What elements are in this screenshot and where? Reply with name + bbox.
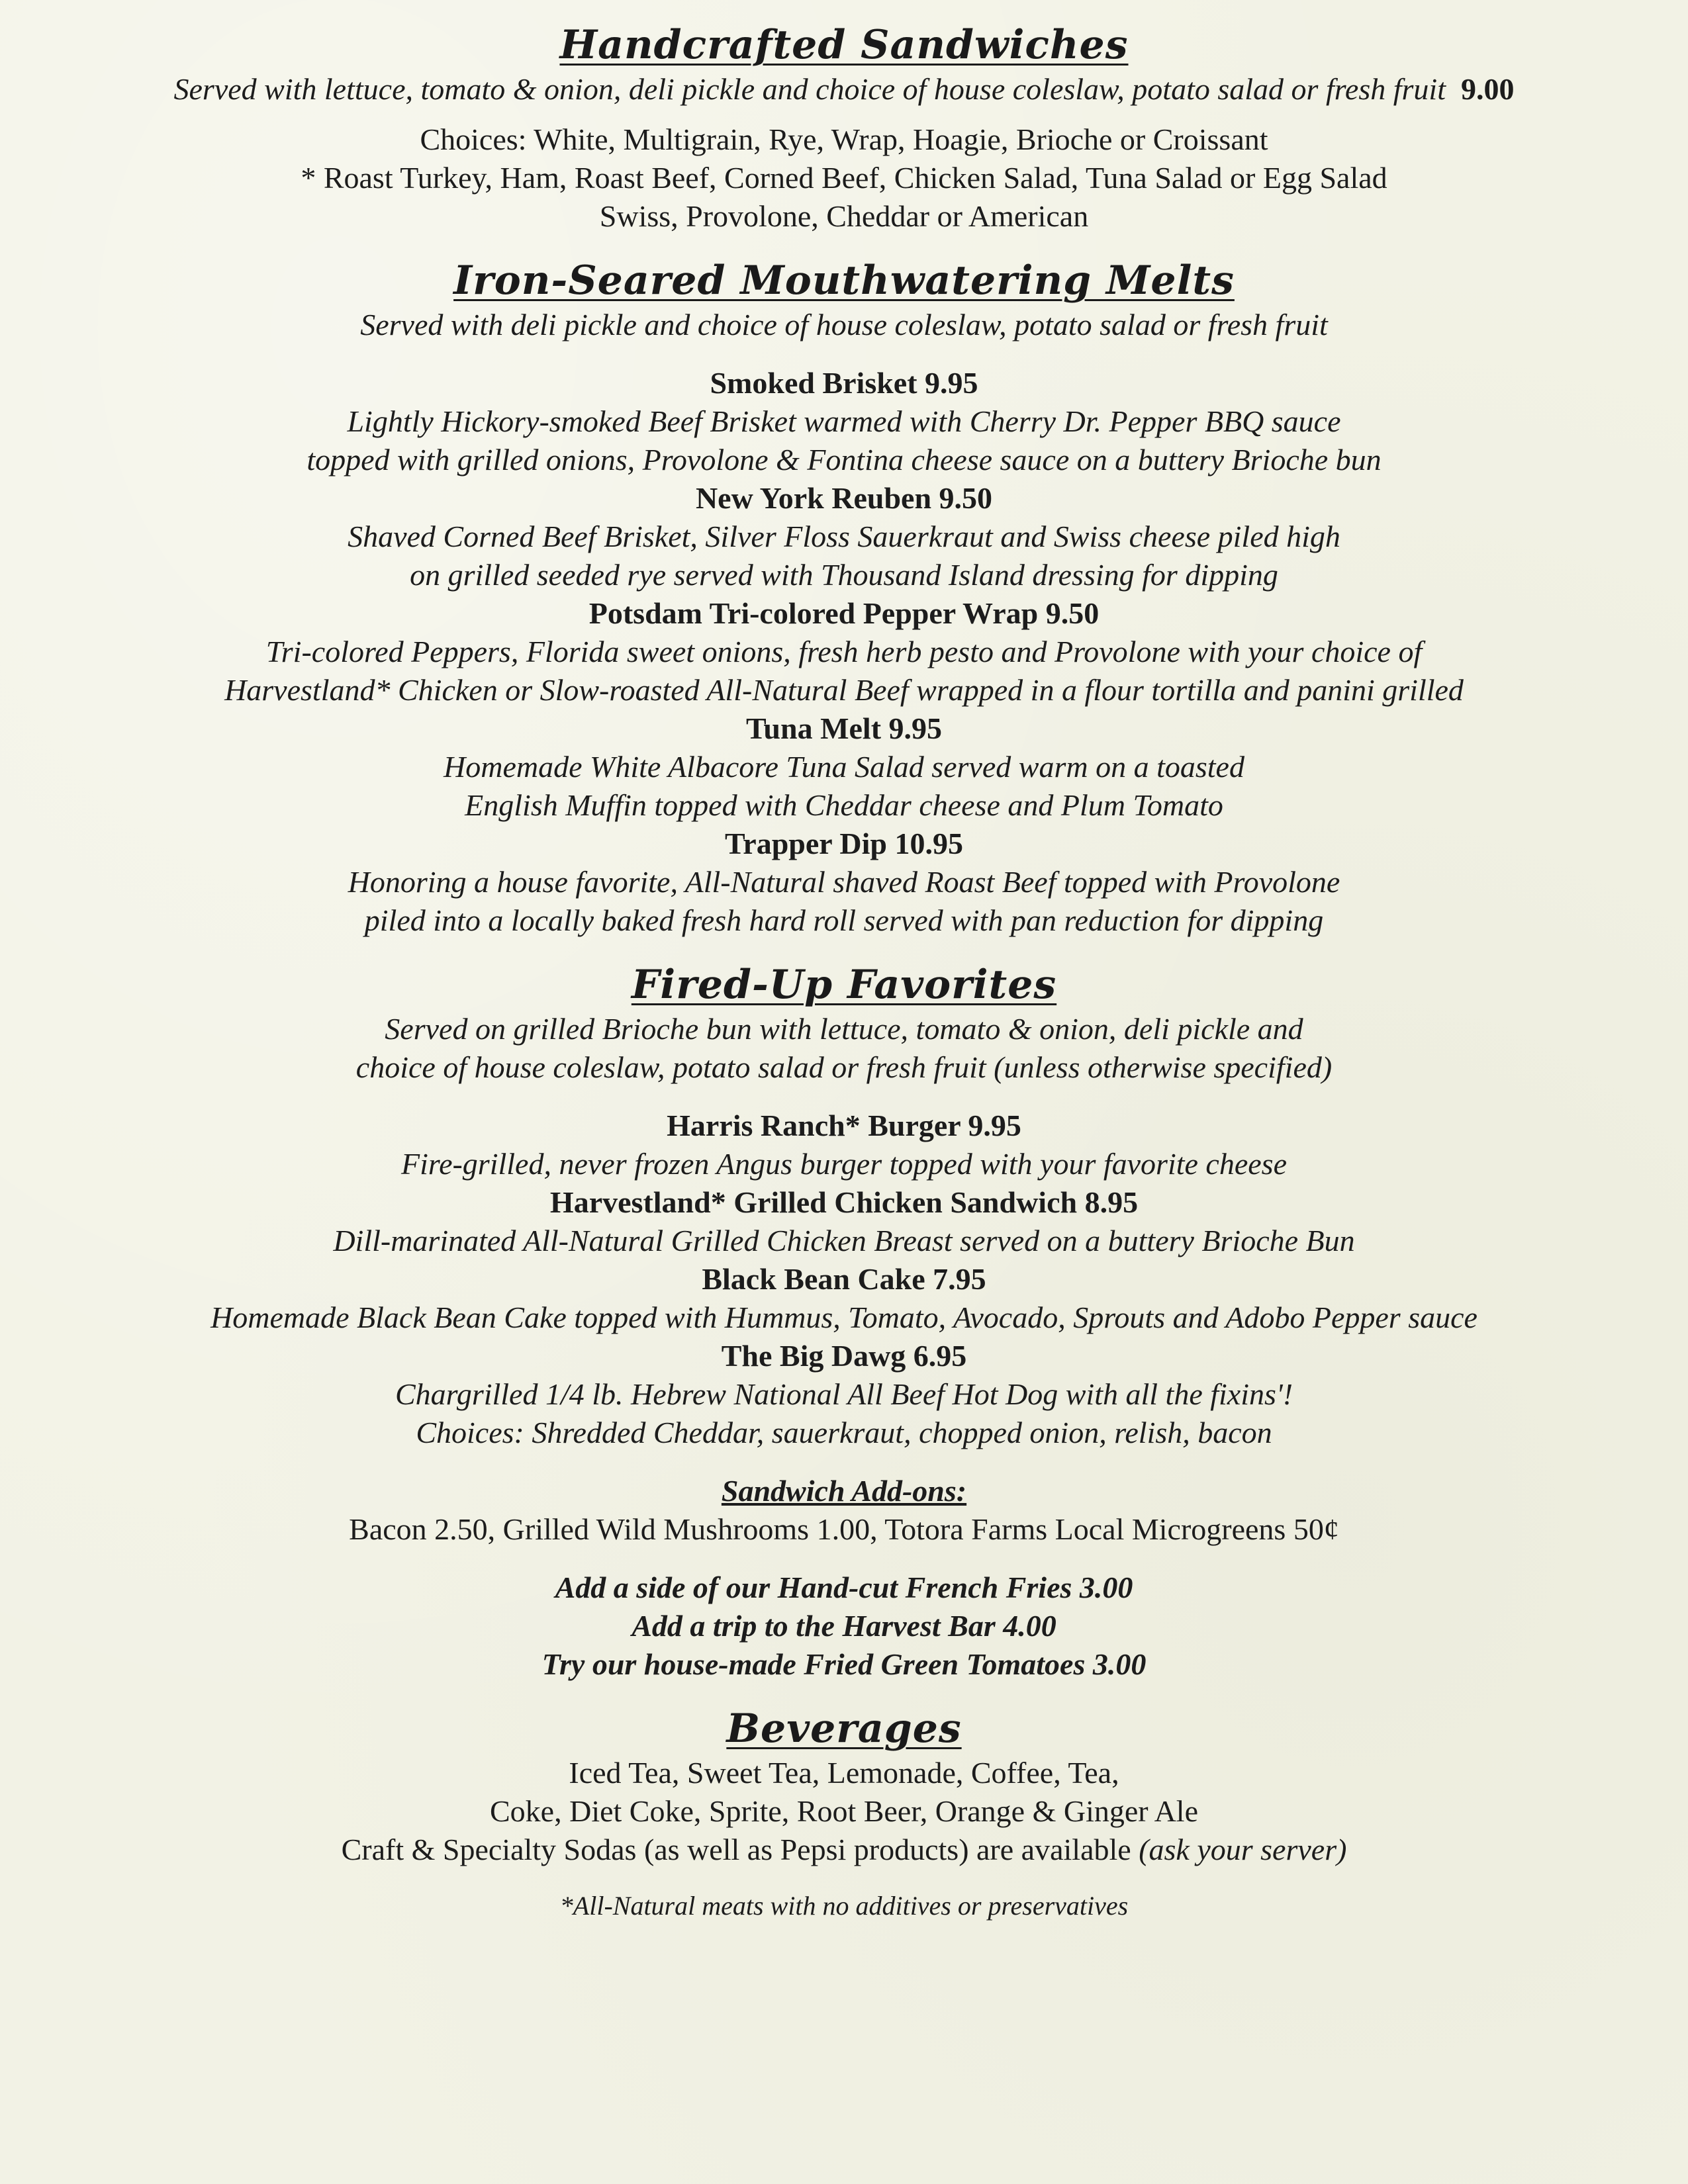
sandwiches-bread-choices: Choices: White, Multigrain, Rye, Wrap, Hoagie, Brioche or Croissant <box>420 122 1268 156</box>
sandwiches-section <box>106 20 1582 70</box>
melts-title: Iron-Seared Mouthwatering Melts <box>453 257 1235 304</box>
menu-item-name: Tuna Melt 9.95 <box>745 711 943 745</box>
menu-item-name: Smoked Brisket 9.95 <box>710 366 978 400</box>
sandwiches-subtitle-text: Served with lettuce, tomato & onion, deli pickle and choice of house coleslaw, potato salad or fresh fruit <box>173 72 1446 106</box>
beverages-title: Beverages <box>726 1706 962 1752</box>
menu-item-name: Trapper Dip 10.95 <box>725 827 963 860</box>
menu-item-name: Potsdam Tri-colored Pepper Wrap 9.50 <box>588 596 1100 630</box>
beverages-section <box>106 1704 1582 1754</box>
sandwiches-title: Handcrafted Sandwiches <box>559 22 1129 68</box>
beverages-line: Iced Tea, Sweet Tea, Lemonade, Coffee, Tea, <box>569 1756 1119 1790</box>
beverages-sodas-text: Craft & Specialty Sodas (as well as Pepsi products) are available <box>341 1833 1131 1866</box>
favorites-subtitle: choice of house coleslaw, potato salad or fresh fruit (unless otherwise specified) <box>355 1050 1333 1084</box>
beverages-line: Coke, Diet Coke, Sprite, Root Beer, Orange & Ginger Ale <box>490 1794 1198 1828</box>
menu-item-name: The Big Dawg 6.95 <box>721 1339 967 1373</box>
sandwiches-subtitle <box>106 70 1582 109</box>
menu-item-description: Shaved Corned Beef Brisket, Silver Floss Sauerkraut and Swiss cheese piled high <box>348 520 1340 553</box>
menu-item-description: Chargrilled 1/4 lb. Hebrew National All Beef Hot Dog with all the fixins'! <box>395 1377 1293 1411</box>
addon-extra: Add a trip to the Harvest Bar 4.00 <box>632 1609 1056 1643</box>
beverages-ask-server-note: (ask your server) <box>1139 1833 1347 1866</box>
menu-item-description: Harvestland* Chicken or Slow-roasted All-Natural Beef wrapped in a flour tortilla and panini grilled <box>224 673 1464 707</box>
menu-item-name: Black Bean Cake 7.95 <box>702 1262 986 1296</box>
addons-section <box>106 1472 1582 1510</box>
menu-item-description: Homemade Black Bean Cake topped with Hummus, Tomato, Avocado, Sprouts and Adobo Pepper sauce <box>211 1300 1477 1334</box>
addon-extra: Add a side of our Hand-cut French Fries 3.00 <box>555 1570 1133 1604</box>
menu-item-description: Choices: Shredded Cheddar, sauerkraut, chopped onion, relish, bacon <box>416 1416 1272 1449</box>
menu-item-name: Harris Ranch* Burger 9.95 <box>667 1109 1021 1142</box>
sandwiches-cheese-choices: Swiss, Provolone, Cheddar or American <box>599 199 1089 233</box>
menu-item-description: Fire-grilled, never frozen Angus burger topped with your favorite cheese <box>401 1147 1287 1181</box>
menu-item-name: New York Reuben 9.50 <box>695 481 993 515</box>
favorites-section <box>106 960 1582 1010</box>
addon-extra: Try our house-made Fried Green Tomatoes 3.00 <box>541 1647 1147 1681</box>
sandwiches-price: 9.00 <box>1461 72 1515 106</box>
menu-item-description: Lightly Hickory-smoked Beef Brisket warmed with Cherry Dr. Pepper BBQ sauce <box>347 404 1341 438</box>
sandwiches-meat-choices: * Roast Turkey, Ham, Roast Beef, Corned Beef, Chicken Salad, Tuna Salad or Egg Salad <box>301 161 1387 195</box>
menu-item-description: English Muffin topped with Cheddar cheese and Plum Tomato <box>465 788 1223 822</box>
addons-list: Bacon 2.50, Grilled Wild Mushrooms 1.00, Totora Farms Local Microgreens 50¢ <box>349 1512 1339 1546</box>
favorites-title: Fired-Up Favorites <box>631 962 1057 1008</box>
menu-item-description: Tri-colored Peppers, Florida sweet onions, fresh herb pesto and Provolone with your choice of <box>265 635 1423 668</box>
menu-item-description: Dill-marinated All-Natural Grilled Chicken Breast served on a buttery Brioche Bun <box>333 1224 1355 1257</box>
beverages-line <box>106 1831 1582 1869</box>
menu-item-description: Homemade White Albacore Tuna Salad served warm on a toasted <box>444 750 1244 784</box>
menu-item-description: on grilled seeded rye served with Thousand Island dressing for dipping <box>410 558 1278 592</box>
menu-item-description: piled into a locally baked fresh hard roll served with pan reduction for dipping <box>364 903 1324 937</box>
melts-section <box>106 255 1582 306</box>
menu-item-description: topped with grilled onions, Provolone & Fontina cheese sauce on a buttery Brioche bun <box>306 443 1382 477</box>
melts-subtitle: Served with deli pickle and choice of house coleslaw, potato salad or fresh fruit <box>360 308 1328 341</box>
menu-item-name: Harvestland* Grilled Chicken Sandwich 8.95 <box>549 1185 1139 1219</box>
addons-title: Sandwich Add-ons: <box>721 1474 967 1508</box>
favorites-subtitle: Served on grilled Brioche bun with lettuce, tomato & onion, deli pickle and <box>385 1012 1303 1046</box>
menu-item-description: Honoring a house favorite, All-Natural shaved Roast Beef topped with Provolone <box>348 865 1340 899</box>
footnote: *All-Natural meats with no additives or preservatives <box>559 1891 1129 1921</box>
